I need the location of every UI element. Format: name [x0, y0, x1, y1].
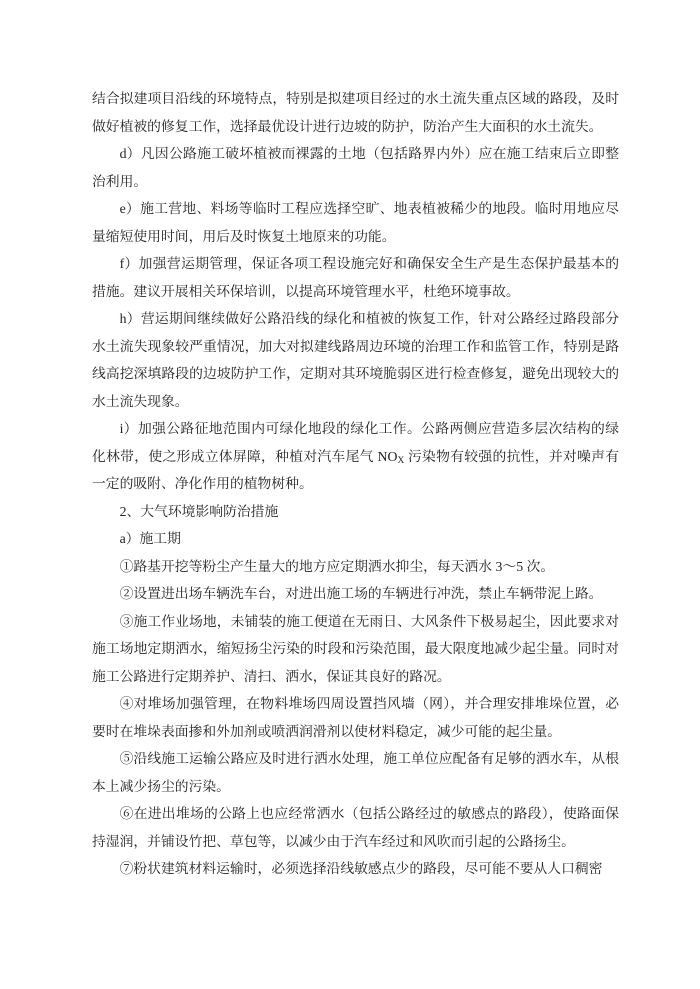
para-item-6: ⑥在进出堆场的公路上也应经常洒水（包括公路经过的敏感点的路段），使路面保持湿润，并铺设竹把、草包等，以减少由于汽车经过和风吹而引起的公路扬尘。 [92, 806, 619, 849]
para-item-i-text-end: 污染物有较强的抗性，并对噪声有一定的吸附、净化作用的植物树种。 [92, 448, 619, 491]
para-item-5: ⑤沿线施工运输公路应及时进行洒水处理，施工单位应配备有足够的洒水车，从根本上减少扬尘的污染。 [92, 751, 619, 794]
para-item-7: ⑦粉状建筑材料运输时，必须选择沿线敏感点少的路段，尽可能不要从人口稠密 [119, 861, 603, 876]
para-item-e: e）施工营地、料场等临时工程应选择空旷、地表植被稀少的地段。临时用地应尽量缩短使用时间，用后及时恢复土地原来的功能。 [92, 201, 619, 244]
para-item-h: h）营运期间继续做好公路沿线的绿化和植被的恢复工作，针对公路经过路段部分水土流失现象较严重情况，加大对拟建线路周边环境的治理工作和监管工作，特别是路线高挖深填路段的边坡防护工作，定期对其环境脆弱区进行检查修复，避免出现较大的水土流失现象。 [92, 311, 619, 409]
para-item-3: ③施工作业场地，未铺装的施工便道在无雨日、大风条件下极易起尘，因此要求对施工场地定期洒水，缩短扬尘污染的时段和污染范围，最大限度地减少起尘量。同时对施工公路进行定期养护、清扫、洒水，保证其良好的路况。 [92, 613, 619, 684]
para-item-f: f）加强营运期管理，保证各项工程设施完好和确保安全生产是生态保护最基本的措施。建议开展相关环保培训，以提高环境管理水平，杜绝环境事故。 [92, 256, 619, 299]
para-item-i [92, 415, 619, 498]
heading-section-2: 2、大气环境影响防治措施 [119, 503, 279, 519]
page-content [92, 85, 619, 883]
para-item-d: d）凡因公路施工破坏植被而裸露的土地（包括路界内外）应在施工结束后立即整治利用。 [92, 146, 619, 189]
para-continuation: 结合拟建项目沿线的环境特点，特别是拟建项目经过的水土流失重点区域的路段，及时做好植被的修复工作，选择最优设计进行边坡的防护，防治产生大面积的水土流失。 [92, 91, 619, 134]
para-item-4: ④对堆场加强管理，在物料堆场四周设置挡风墙（网），并合理安排堆垛位置，必要时在堆垛表面掺和外加剂或喷洒润滑剂以使材料稳定，减少可能的起尘量。 [92, 696, 619, 739]
heading-construction-period: a）施工期 [119, 531, 181, 546]
nox-subscript: X [397, 455, 405, 466]
para-item-i-text-start: i）加强公路征地范围内可绿化地段的绿化工作。公路两侧应营造多层次结构的绿化林带，使之形成立体屏障，种植对汽车尾气 NO [92, 421, 619, 464]
para-item-2: ②设置进出场车辆洗车台，对进出施工场的车辆进行冲洗，禁止车辆带泥上路。 [119, 586, 603, 601]
para-item-1: ①路基开挖等粉尘产生量大的地方应定期洒水抑尘，每天洒水 3～5 次。 [119, 558, 555, 574]
